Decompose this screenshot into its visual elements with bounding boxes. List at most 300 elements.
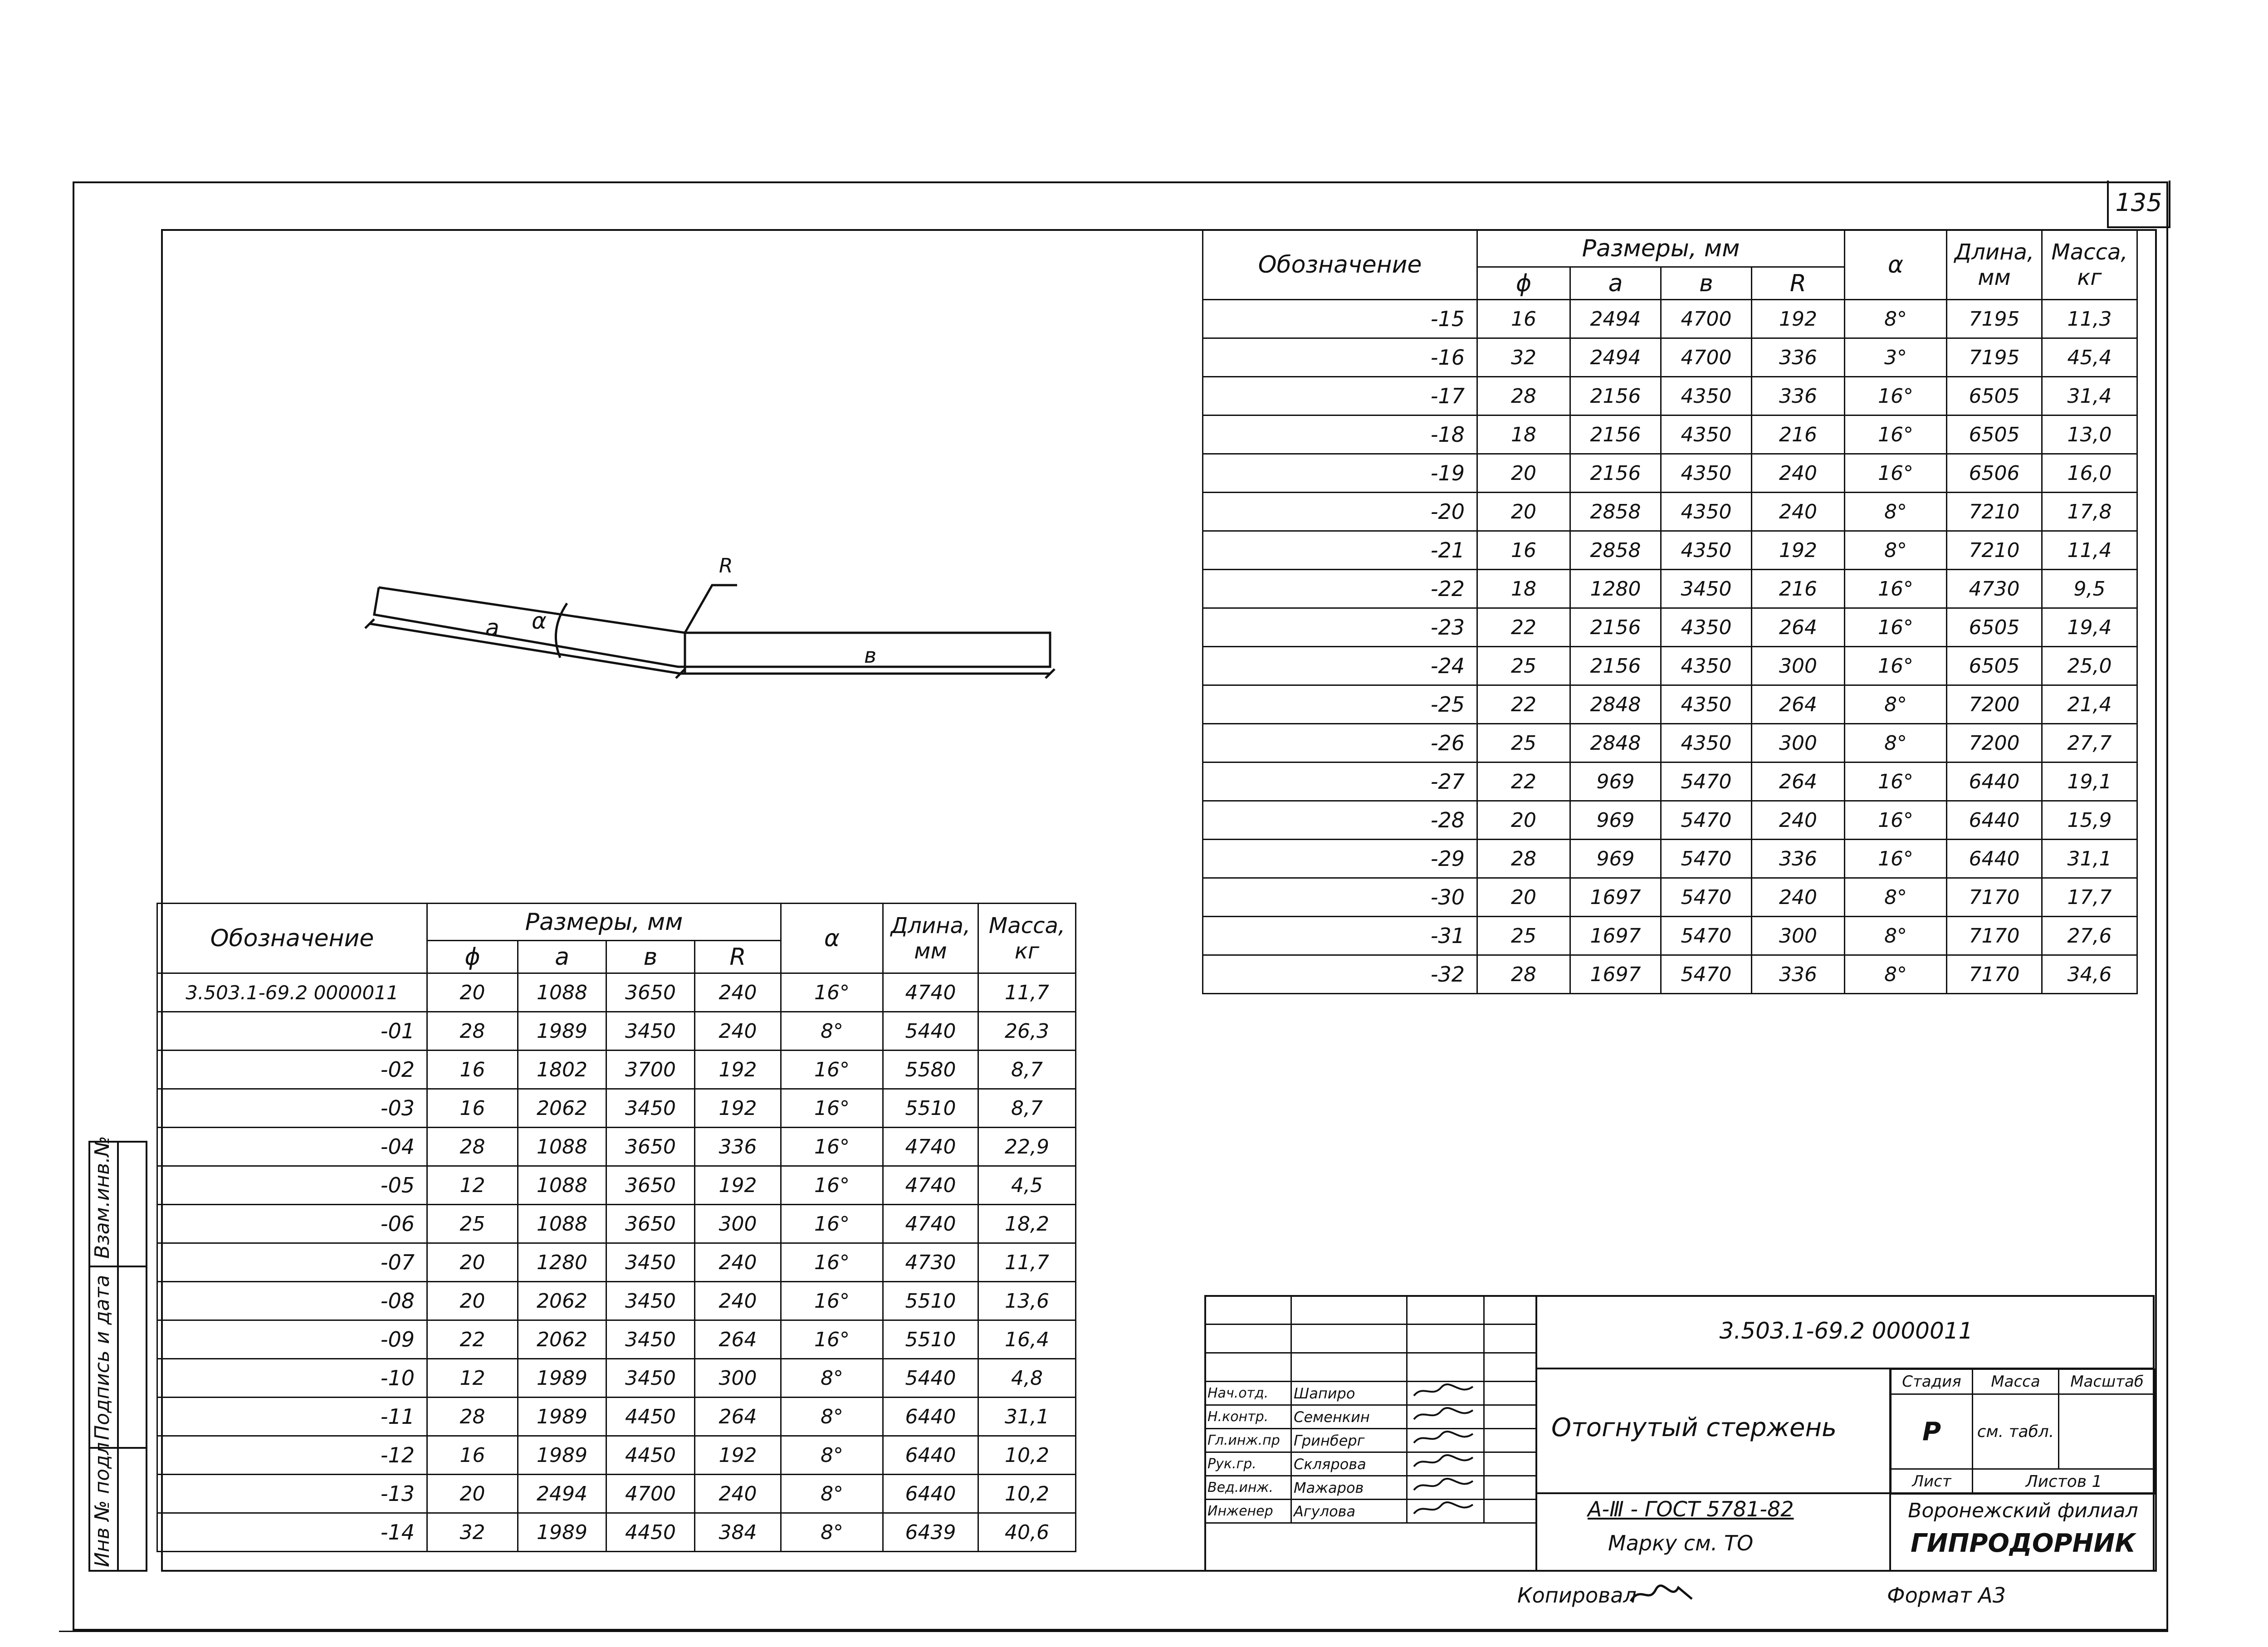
cell-len: 5510 xyxy=(883,1320,978,1359)
cell-mass: 26,3 xyxy=(978,1012,1076,1051)
cell-len: 7170 xyxy=(1947,955,2042,994)
cell-a: 1088 xyxy=(518,1205,606,1243)
cell-phi: 18 xyxy=(1477,570,1570,608)
cell-d: -19 xyxy=(1203,454,1477,493)
footer-format: Формат А3 xyxy=(1887,1583,2006,1608)
cell-len: 6440 xyxy=(883,1436,978,1475)
header-r: R xyxy=(1752,267,1845,300)
cell-alpha: 16° xyxy=(781,1051,883,1089)
cell-d: -01 xyxy=(157,1012,427,1051)
cell-a: 1088 xyxy=(518,1128,606,1166)
cell-a: 2494 xyxy=(1570,338,1661,377)
cell-r: 240 xyxy=(1752,493,1845,531)
cell-a: 2858 xyxy=(1570,493,1661,531)
cell-alpha: 16° xyxy=(781,1205,883,1243)
cell-b: 4350 xyxy=(1661,647,1752,685)
cell-phi: 20 xyxy=(1477,454,1570,493)
org-line-1: Воронежский филиал xyxy=(1908,1499,2138,1522)
cell-b: 5470 xyxy=(1661,762,1752,801)
date-cell xyxy=(1484,1405,1536,1429)
side-stamp-vline xyxy=(117,1141,119,1572)
org-line-2: ГИПРОДОРНИК xyxy=(1910,1529,2136,1558)
cell-a: 1697 xyxy=(1570,917,1661,955)
cell-d: -05 xyxy=(157,1166,427,1205)
cell-a: 1697 xyxy=(1570,878,1661,917)
cell-len: 7170 xyxy=(1947,878,2042,917)
cell-phi: 12 xyxy=(427,1166,518,1205)
cell-phi: 25 xyxy=(1477,647,1570,685)
empty-cell xyxy=(1205,1353,1291,1382)
cell-d: -10 xyxy=(157,1359,427,1398)
cell-len: 6439 xyxy=(883,1513,978,1552)
cell-b: 3650 xyxy=(606,1205,695,1243)
person-name: Мажаров xyxy=(1291,1476,1407,1500)
signature-row xyxy=(1205,1382,1536,1405)
empty-cell xyxy=(1484,1324,1536,1353)
cell-a: 2156 xyxy=(1570,647,1661,685)
cell-phi: 28 xyxy=(427,1398,518,1436)
cell-mass: 15,9 xyxy=(2042,801,2137,840)
cell-a: 2858 xyxy=(1570,531,1661,570)
bar-dim-line-a xyxy=(370,624,680,674)
cell-len: 7210 xyxy=(1947,531,2042,570)
table-row xyxy=(1203,685,2137,724)
table-row xyxy=(157,1475,1076,1513)
scale-value xyxy=(2059,1394,2156,1469)
page-number: 135 xyxy=(2115,188,2162,217)
table-row xyxy=(157,1398,1076,1436)
table-row xyxy=(157,973,1076,1012)
cell-d: -07 xyxy=(157,1243,427,1282)
radius-leader xyxy=(685,585,737,633)
cell-phi: 22 xyxy=(1477,608,1570,647)
cell-r: 264 xyxy=(695,1398,781,1436)
date-cell xyxy=(1484,1382,1536,1405)
cell-mass: 10,2 xyxy=(978,1436,1076,1475)
cell-b: 4450 xyxy=(606,1436,695,1475)
signature xyxy=(1407,1382,1484,1405)
cell-d: -06 xyxy=(157,1205,427,1243)
cell-a: 1989 xyxy=(518,1513,606,1552)
cell-alpha: 16° xyxy=(781,1089,883,1128)
bar-outline xyxy=(374,587,1050,667)
cell-r: 192 xyxy=(695,1436,781,1475)
cell-d: -16 xyxy=(1203,338,1477,377)
cell-mass: 19,4 xyxy=(2042,608,2137,647)
cell-mass: 27,7 xyxy=(2042,724,2137,762)
signature xyxy=(1407,1405,1484,1429)
cell-mass: 45,4 xyxy=(2042,338,2137,377)
cell-mass: 34,6 xyxy=(2042,955,2137,994)
cell-d: -15 xyxy=(1203,300,1477,338)
empty-cell xyxy=(1484,1353,1536,1382)
empty-cell xyxy=(1407,1296,1484,1324)
signature-empty-row xyxy=(1205,1296,1536,1324)
cell-len: 6440 xyxy=(883,1398,978,1436)
cell-len: 5440 xyxy=(883,1359,978,1398)
cell-b: 3650 xyxy=(606,1128,695,1166)
cell-len: 6440 xyxy=(883,1475,978,1513)
cell-alpha: 16° xyxy=(1845,608,1947,647)
table-row xyxy=(157,1012,1076,1051)
stage-grid xyxy=(1890,1368,2156,1495)
table-row xyxy=(1203,531,2137,570)
cell-r: 264 xyxy=(1752,608,1845,647)
person-name: Шапиро xyxy=(1291,1382,1407,1405)
cell-d: -24 xyxy=(1203,647,1477,685)
table-row xyxy=(157,1282,1076,1320)
cell-a: 1989 xyxy=(518,1436,606,1475)
cell-d: -32 xyxy=(1203,955,1477,994)
footer-copied: Копировал xyxy=(1517,1583,1637,1608)
cell-mass: 4,5 xyxy=(978,1166,1076,1205)
cell-mass: 25,0 xyxy=(2042,647,2137,685)
cell-d: -12 xyxy=(157,1436,427,1475)
cell-r: 264 xyxy=(1752,685,1845,724)
cell-phi: 16 xyxy=(1477,300,1570,338)
drawing-code: 3.503.1-69.2 0000011 xyxy=(1719,1318,1973,1344)
cell-len: 4740 xyxy=(883,1205,978,1243)
header-a: a xyxy=(518,941,606,973)
table-row xyxy=(1203,300,2137,338)
cell-d: -30 xyxy=(1203,878,1477,917)
cell-a: 969 xyxy=(1570,840,1661,878)
cell-alpha: 16° xyxy=(781,973,883,1012)
cell-alpha: 8° xyxy=(1845,724,1947,762)
header-b: в xyxy=(606,941,695,973)
cell-b: 4350 xyxy=(1661,454,1752,493)
header-b: в xyxy=(1661,267,1752,300)
cell-phi: 20 xyxy=(427,1475,518,1513)
cell-mass: 22,9 xyxy=(978,1128,1076,1166)
bottom-rule xyxy=(59,1631,2168,1632)
cell-b: 4350 xyxy=(1661,415,1752,454)
cell-len: 4730 xyxy=(1947,570,2042,608)
table-row xyxy=(1203,493,2137,531)
cell-b: 5470 xyxy=(1661,955,1752,994)
cell-phi: 28 xyxy=(1477,955,1570,994)
cell-r: 336 xyxy=(1752,840,1845,878)
cell-a: 1989 xyxy=(518,1398,606,1436)
signature xyxy=(1407,1452,1484,1476)
cell-alpha: 8° xyxy=(781,1475,883,1513)
header-r: R xyxy=(695,941,781,973)
cell-len: 5580 xyxy=(883,1051,978,1089)
cell-alpha: 8° xyxy=(1845,685,1947,724)
cell-phi: 12 xyxy=(427,1359,518,1398)
header-length: Длина, мм xyxy=(883,904,978,973)
cell-alpha: 16° xyxy=(1845,415,1947,454)
cell-a: 2062 xyxy=(518,1089,606,1128)
signature xyxy=(1407,1500,1484,1523)
cell-alpha: 8° xyxy=(1845,493,1947,531)
cell-phi: 20 xyxy=(427,973,518,1012)
cell-r: 192 xyxy=(695,1089,781,1128)
cell-r: 264 xyxy=(1752,762,1845,801)
header-dimensions: Размеры, мм xyxy=(1477,230,1845,267)
cell-mass: 11,3 xyxy=(2042,300,2137,338)
cell-len: 6506 xyxy=(1947,454,2042,493)
cell-alpha: 16° xyxy=(781,1243,883,1282)
cell-len: 4740 xyxy=(883,1128,978,1166)
table-row xyxy=(157,1166,1076,1205)
cell-b: 3450 xyxy=(606,1359,695,1398)
person-name: Семенкин xyxy=(1291,1405,1407,1429)
table-row xyxy=(1203,454,2137,493)
cell-r: 240 xyxy=(695,1243,781,1282)
signature-grid xyxy=(1204,1295,1537,1524)
cell-alpha: 8° xyxy=(1845,955,1947,994)
person-name: Агулова xyxy=(1291,1500,1407,1523)
header-phi: ϕ xyxy=(1477,267,1570,300)
cell-r: 336 xyxy=(1752,377,1845,415)
cell-r: 336 xyxy=(695,1128,781,1166)
cell-alpha: 8° xyxy=(781,1513,883,1552)
cell-mass: 17,8 xyxy=(2042,493,2137,531)
cell-b: 4450 xyxy=(606,1513,695,1552)
empty-cell xyxy=(1205,1324,1291,1353)
table-row xyxy=(157,1436,1076,1475)
cell-d: -03 xyxy=(157,1089,427,1128)
cell-d: -18 xyxy=(1203,415,1477,454)
header-mass: Масса, кг xyxy=(978,904,1076,973)
cell-alpha: 8° xyxy=(1845,878,1947,917)
cell-len: 7210 xyxy=(1947,493,2042,531)
cell-a: 1088 xyxy=(518,973,606,1012)
cell-phi: 16 xyxy=(1477,531,1570,570)
header-alpha: α xyxy=(781,904,883,973)
cell-r: 300 xyxy=(1752,647,1845,685)
label-a: a xyxy=(485,615,499,641)
cell-b: 3700 xyxy=(606,1051,695,1089)
cell-a: 2494 xyxy=(1570,300,1661,338)
cell-d: -31 xyxy=(1203,917,1477,955)
header-length: Длина, мм xyxy=(1947,230,2042,300)
cell-phi: 16 xyxy=(427,1436,518,1475)
cell-phi: 20 xyxy=(427,1243,518,1282)
label-b: в xyxy=(864,643,877,668)
header-dimensions: Размеры, мм xyxy=(427,904,781,941)
cell-mass: 16,4 xyxy=(978,1320,1076,1359)
cell-b: 3650 xyxy=(606,1166,695,1205)
cell-alpha: 16° xyxy=(1845,762,1947,801)
cell-alpha: 16° xyxy=(781,1128,883,1166)
table-row xyxy=(1203,840,2137,878)
cell-r: 192 xyxy=(695,1166,781,1205)
cell-r: 240 xyxy=(1752,801,1845,840)
cell-phi: 28 xyxy=(1477,840,1570,878)
cell-d: -20 xyxy=(1203,493,1477,531)
cell-phi: 20 xyxy=(1477,878,1570,917)
table-row xyxy=(1203,878,2137,917)
cell-b: 3650 xyxy=(606,973,695,1012)
cell-alpha: 8° xyxy=(781,1436,883,1475)
cell-d: -27 xyxy=(1203,762,1477,801)
cell-len: 6505 xyxy=(1947,608,2042,647)
cell-d: 3.503.1-69.2 0000011 xyxy=(157,973,427,1012)
cell-len: 4740 xyxy=(883,1166,978,1205)
cell-r: 216 xyxy=(1752,415,1845,454)
signature xyxy=(1407,1429,1484,1452)
table-row xyxy=(1203,762,2137,801)
header-alpha: α xyxy=(1845,230,1947,300)
header-mass: Масса, кг xyxy=(2042,230,2137,300)
cell-phi: 32 xyxy=(1477,338,1570,377)
cell-d: -11 xyxy=(157,1398,427,1436)
cell-d: -09 xyxy=(157,1320,427,1359)
cell-b: 4350 xyxy=(1661,493,1752,531)
table-row xyxy=(1203,415,2137,454)
cell-alpha: 16° xyxy=(781,1320,883,1359)
cell-d: -29 xyxy=(1203,840,1477,878)
role-label: Нач.отд. xyxy=(1205,1382,1291,1405)
cell-phi: 20 xyxy=(1477,493,1570,531)
table-row xyxy=(157,1051,1076,1089)
cell-phi: 16 xyxy=(427,1051,518,1089)
cell-d: -23 xyxy=(1203,608,1477,647)
cell-len: 7170 xyxy=(1947,917,2042,955)
cell-a: 1280 xyxy=(518,1243,606,1282)
cell-r: 264 xyxy=(695,1320,781,1359)
cell-alpha: 8° xyxy=(781,1012,883,1051)
cell-a: 2494 xyxy=(518,1475,606,1513)
cell-r: 192 xyxy=(1752,531,1845,570)
table-row xyxy=(157,1359,1076,1398)
empty-cell xyxy=(1407,1324,1484,1353)
tb-vline xyxy=(1535,1295,1537,1572)
empty-cell xyxy=(1484,1296,1536,1324)
stage-value: Р xyxy=(1891,1394,1973,1469)
cell-mass: 8,7 xyxy=(978,1089,1076,1128)
role-label: Рук.гр. xyxy=(1205,1452,1291,1476)
cell-a: 1280 xyxy=(1570,570,1661,608)
cell-a: 1802 xyxy=(518,1051,606,1089)
empty-cell xyxy=(1407,1353,1484,1382)
cell-mass: 31,4 xyxy=(2042,377,2137,415)
cell-mass: 27,6 xyxy=(2042,917,2137,955)
cell-len: 6440 xyxy=(1947,840,2042,878)
cell-mass: 18,2 xyxy=(978,1205,1076,1243)
table-row xyxy=(1203,377,2137,415)
right-spec-table xyxy=(1202,229,2138,994)
cell-alpha: 16° xyxy=(1845,647,1947,685)
cell-b: 5470 xyxy=(1661,878,1752,917)
cell-r: 240 xyxy=(695,1475,781,1513)
cell-a: 1989 xyxy=(518,1012,606,1051)
cell-mass: 19,1 xyxy=(2042,762,2137,801)
cell-phi: 16 xyxy=(427,1089,518,1128)
cell-phi: 18 xyxy=(1477,415,1570,454)
date-cell xyxy=(1484,1476,1536,1500)
cell-r: 336 xyxy=(1752,338,1845,377)
cell-mass: 13,6 xyxy=(978,1282,1076,1320)
stage-label: Стадия xyxy=(1891,1369,1973,1394)
table-row xyxy=(157,1513,1076,1552)
cell-mass: 11,7 xyxy=(978,973,1076,1012)
header-a: a xyxy=(1570,267,1661,300)
cell-a: 969 xyxy=(1570,762,1661,801)
cell-len: 5510 xyxy=(883,1282,978,1320)
cell-d: -25 xyxy=(1203,685,1477,724)
cell-d: -22 xyxy=(1203,570,1477,608)
cell-b: 5470 xyxy=(1661,801,1752,840)
cell-mass: 31,1 xyxy=(978,1398,1076,1436)
cell-b: 4350 xyxy=(1661,724,1752,762)
person-name: Склярова xyxy=(1291,1452,1407,1476)
cell-phi: 22 xyxy=(1477,762,1570,801)
cell-len: 4740 xyxy=(883,973,978,1012)
cell-mass: 21,4 xyxy=(2042,685,2137,724)
header-phi: ϕ xyxy=(427,941,518,973)
signature xyxy=(1407,1476,1484,1500)
role-label: Гл.инж.пр xyxy=(1205,1429,1291,1452)
cell-alpha: 8° xyxy=(781,1359,883,1398)
cell-len: 7195 xyxy=(1947,300,2042,338)
cell-d: -28 xyxy=(1203,801,1477,840)
cell-r: 240 xyxy=(695,1012,781,1051)
cell-b: 5470 xyxy=(1661,917,1752,955)
cell-b: 3450 xyxy=(606,1243,695,1282)
cell-b: 3450 xyxy=(606,1320,695,1359)
cell-b: 4450 xyxy=(606,1398,695,1436)
cell-b: 4350 xyxy=(1661,685,1752,724)
signature-empty-row xyxy=(1205,1324,1536,1353)
cell-r: 240 xyxy=(695,973,781,1012)
cell-r: 192 xyxy=(695,1051,781,1089)
cell-phi: 32 xyxy=(427,1513,518,1552)
cell-mass: 9,5 xyxy=(2042,570,2137,608)
cell-phi: 25 xyxy=(427,1205,518,1243)
cell-alpha: 16° xyxy=(781,1166,883,1205)
cell-alpha: 16° xyxy=(781,1282,883,1320)
signature-row xyxy=(1205,1405,1536,1429)
header-designation: Обозначение xyxy=(1203,230,1477,300)
table-row xyxy=(1203,955,2137,994)
date-cell xyxy=(1484,1452,1536,1476)
date-cell xyxy=(1484,1500,1536,1523)
cell-phi: 25 xyxy=(1477,724,1570,762)
cell-alpha: 16° xyxy=(1845,377,1947,415)
cell-b: 5470 xyxy=(1661,840,1752,878)
role-label: Вед.инж. xyxy=(1205,1476,1291,1500)
cell-d: -08 xyxy=(157,1282,427,1320)
cell-a: 2848 xyxy=(1570,724,1661,762)
cell-len: 6505 xyxy=(1947,647,2042,685)
cell-len: 5440 xyxy=(883,1012,978,1051)
cell-d: -26 xyxy=(1203,724,1477,762)
cell-len: 6440 xyxy=(1947,762,2042,801)
cell-a: 2156 xyxy=(1570,608,1661,647)
cell-d: -02 xyxy=(157,1051,427,1089)
cell-r: 240 xyxy=(1752,878,1845,917)
empty-cell xyxy=(1291,1324,1407,1353)
angle-arc xyxy=(556,603,567,658)
person-name: Гринберг xyxy=(1291,1429,1407,1452)
sheet-label: Лист xyxy=(1891,1469,1973,1494)
cell-phi: 25 xyxy=(1477,917,1570,955)
cell-r: 300 xyxy=(695,1205,781,1243)
cell-b: 3450 xyxy=(606,1282,695,1320)
cell-a: 1697 xyxy=(1570,955,1661,994)
cell-a: 969 xyxy=(1570,801,1661,840)
empty-cell xyxy=(1205,1296,1291,1324)
cell-r: 300 xyxy=(695,1359,781,1398)
cell-mass: 10,2 xyxy=(978,1475,1076,1513)
signature-row xyxy=(1205,1452,1536,1476)
table-row xyxy=(1203,917,2137,955)
cell-r: 240 xyxy=(695,1282,781,1320)
cell-len: 6440 xyxy=(1947,801,2042,840)
